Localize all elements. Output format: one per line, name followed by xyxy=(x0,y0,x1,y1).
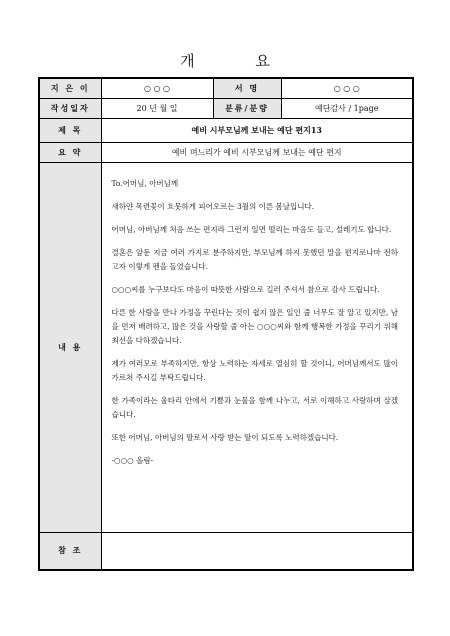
letter-paragraph: 또한 어머님, 아버님의 딸로서 사랑 받는 딸이 되도록 노력하겠습니다. xyxy=(111,432,339,442)
author-label: 지 은 이 xyxy=(39,78,101,98)
category-label: 분류/분량 xyxy=(213,98,281,118)
reference-value xyxy=(101,532,413,570)
overview-table xyxy=(38,77,414,571)
letter-paragraph: 어머님, 아버님께 처음 쓰는 편지라 그런지 일면 떨리는 마음도 들고, 설레기도 합니다. xyxy=(111,224,392,234)
letter-body xyxy=(102,163,413,468)
letter-paragraph: ○○○씨를 누구보다도 마음이 따뜻한 사람으로 길러 주셔서 참으로 감사 드립니다. xyxy=(111,284,380,294)
letter-paragraph: 제가 여러모로 부족하지만, 항상 노력하는 자세로 열심히 할 것이니, 어머님께서도 많이 가르쳐 주시길 부탁드립니다. xyxy=(111,358,398,382)
summary-label: 요 약 xyxy=(39,142,101,162)
subject-label: 제 목 xyxy=(39,118,101,142)
category-value: 예단감사 / 1page xyxy=(281,98,413,118)
signature-value: ○ ○ ○ xyxy=(281,78,413,98)
subject-value: 예비 시부모님께 보내는 예단 편지13 xyxy=(101,118,413,142)
reference-label: 참 조 xyxy=(39,532,101,570)
letter-paragraph: 한 가족이라는 울타리 안에서 기쁨과 눈물을 함께 나누고, 서로 이해하고 사랑하며 살겠습니다. xyxy=(111,395,398,419)
author-value: ○ ○ ○ xyxy=(101,78,213,98)
letter-paragraph: 새하얀 목련꽃이 흐뭇하게 피어오르는 3월의 이른 봄날입니다. xyxy=(111,201,315,211)
date-value: 20 년 월 일 xyxy=(101,98,213,118)
content-label: 내 용 xyxy=(39,162,101,532)
letter-paragraph: 결혼은 앞둔 지금 여러 가지로 분주하지만, 부모님께 하지 못했던 말을 편지로나마 전하고자 이렇게 펜을 들었습니다. xyxy=(111,247,398,271)
letter-paragraph: To.어머님, 아버님께 xyxy=(111,178,179,188)
summary-value: 예비 며느리가 예비 시부모님께 보내는 예단 편지 xyxy=(101,142,413,162)
letter-signoff: -○○○ 올림- xyxy=(111,455,154,465)
document-title: 개 요 xyxy=(180,52,298,70)
date-label: 작성일자 xyxy=(39,98,101,118)
signature-label: 서 명 xyxy=(213,78,281,98)
content-cell xyxy=(101,162,413,532)
letter-paragraph: 다른 한 사람을 만나 가정을 꾸린다는 것이 쉽지 않은 일인 줄 너무도 잘 알고 있지만, 남을 먼저 배려하고, 많은 것을 사랑할 줄 아는 ○○○씨와 함께 행복한 가정을 꾸리기 위해 최선을 다하겠습니다. xyxy=(111,307,398,345)
